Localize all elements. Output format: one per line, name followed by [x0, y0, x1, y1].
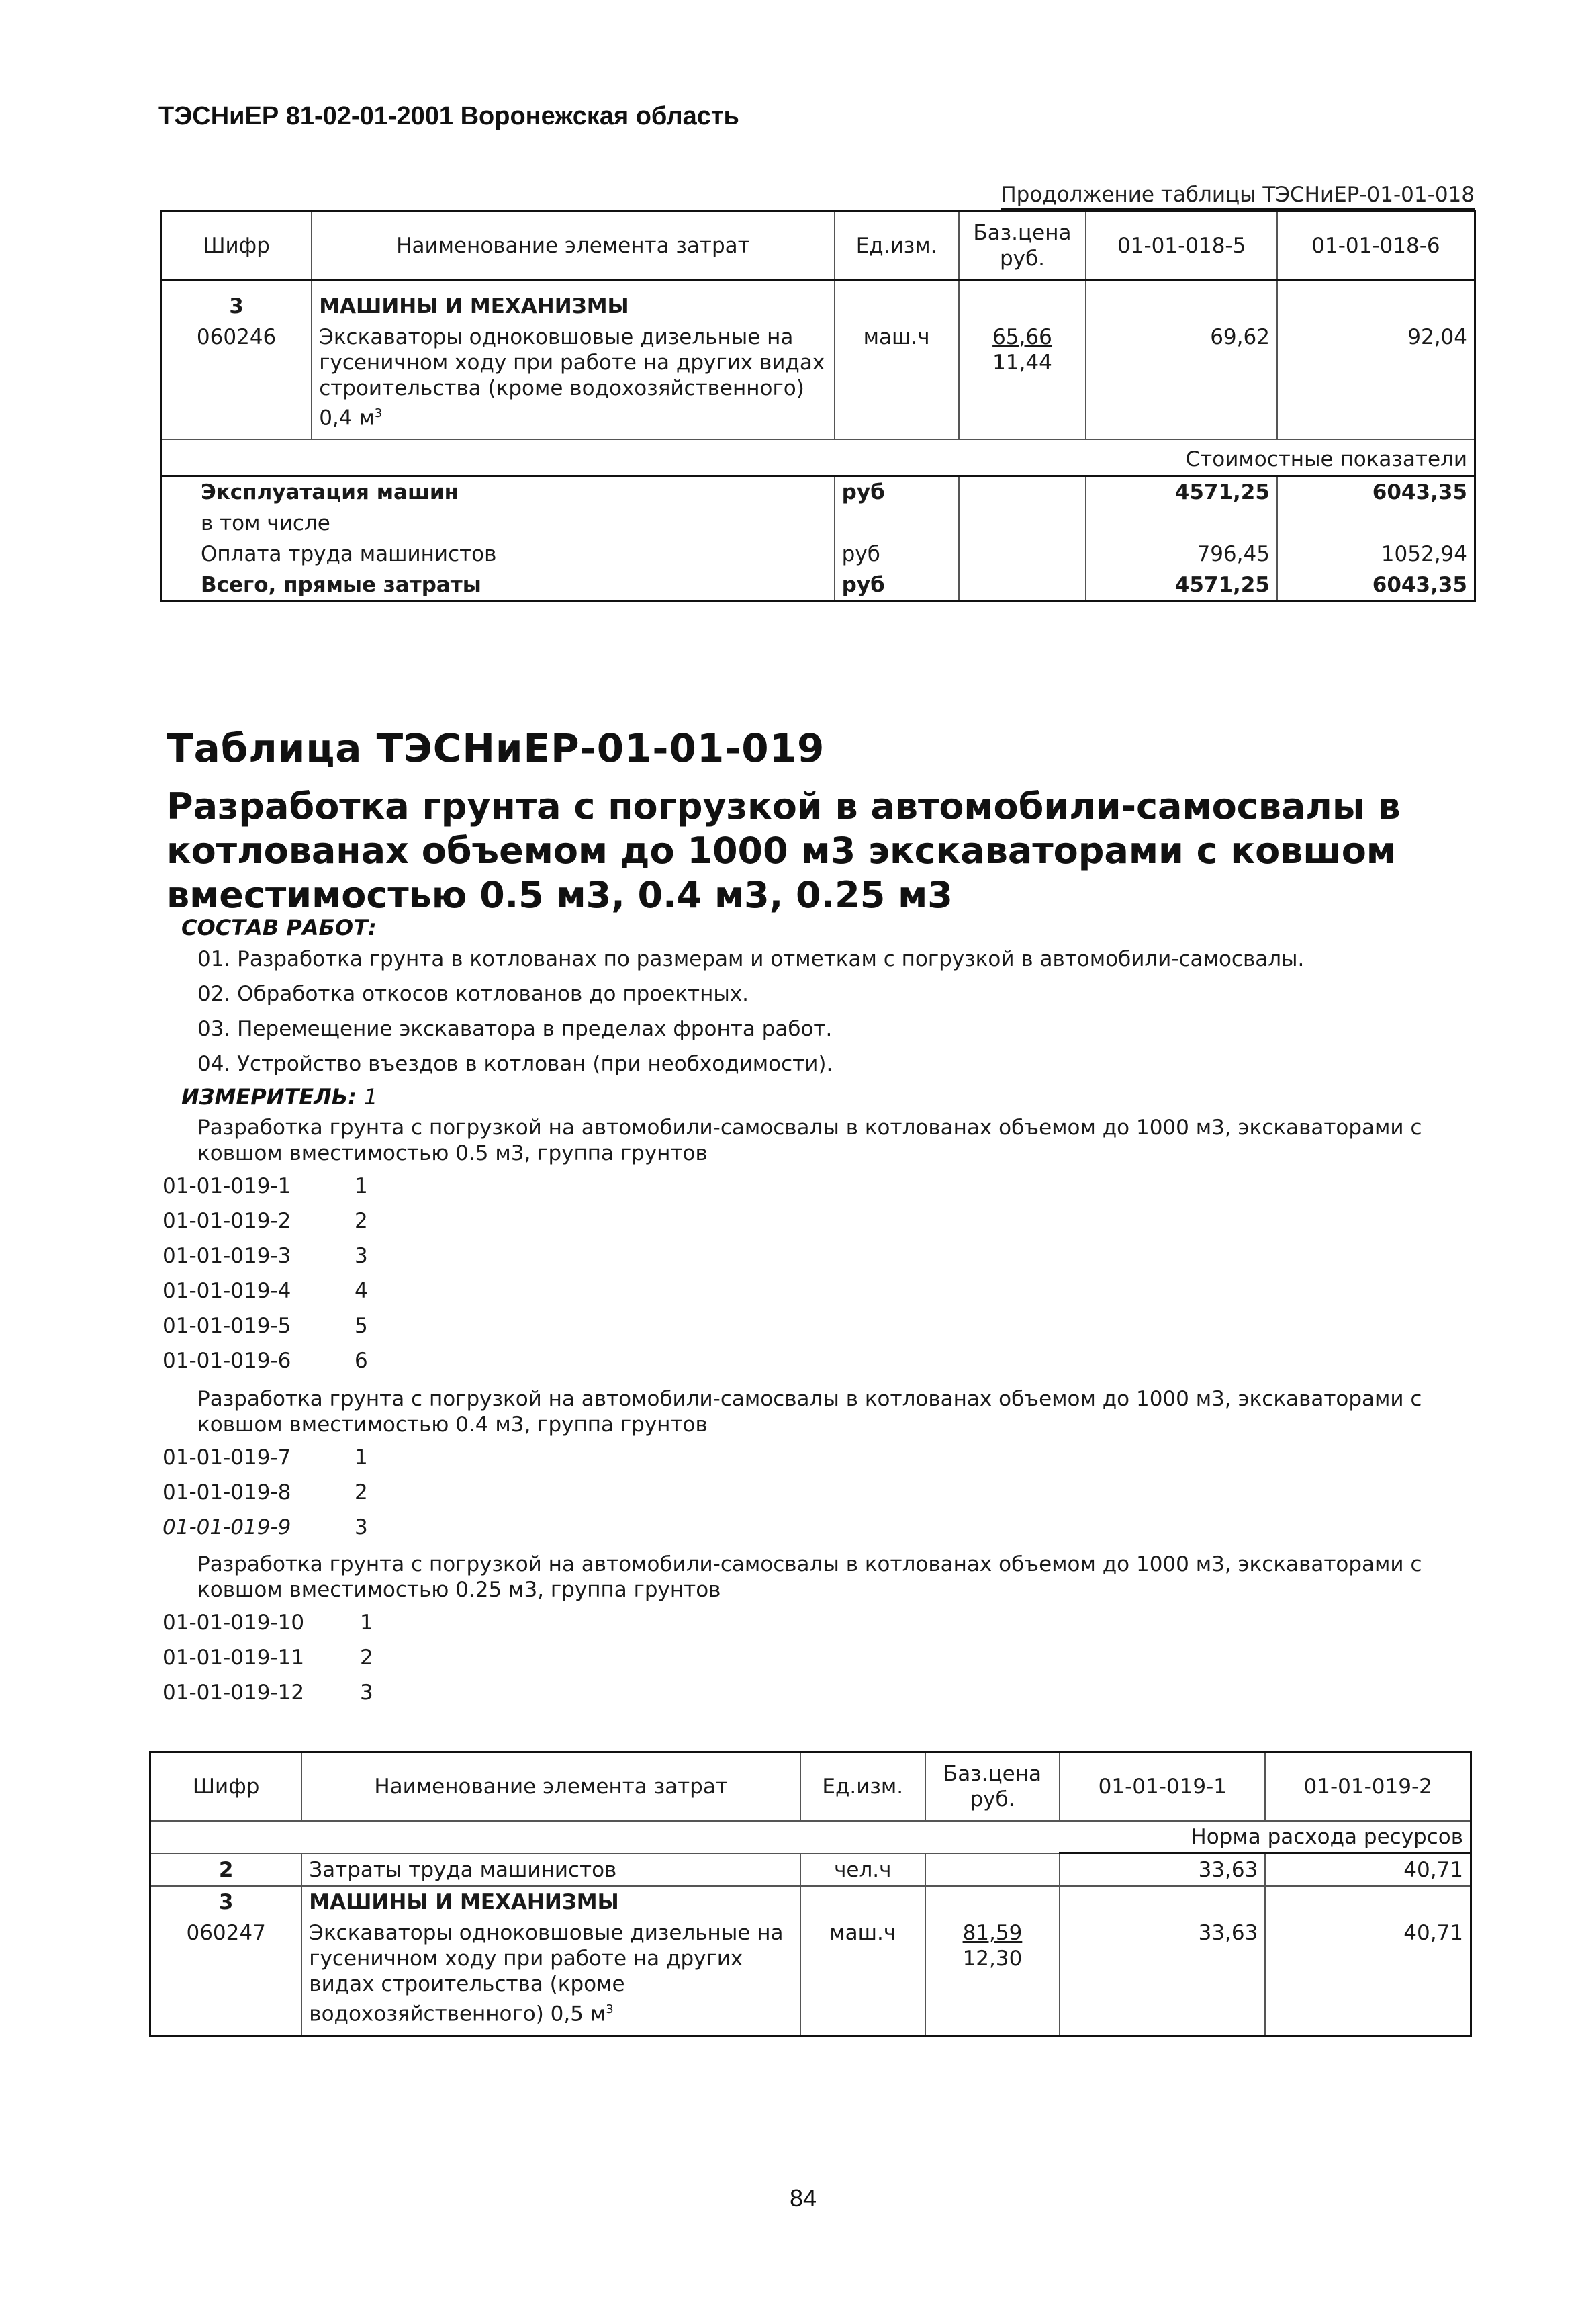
measure-description: Разработка грунта с погрузкой на автомобили-самосвалы в котлованах объемом до 1000 м3, экскаваторами с ковшом вместимостью 0.5 м3, группа грунтов [197, 1116, 1422, 1165]
item-name: Экскаваторы одноковшовые дизельные на гусеничном ходу при работе на других видах строительства (кроме водохозяйственного) 0,4 $м^3$ [312, 322, 834, 439]
table-title: Таблица ТЭСНиЕР-01-01-019 [167, 725, 825, 771]
col-header-c1: 01-01-019-1 [1060, 1752, 1265, 1822]
work-item: 03. Перемещение экскаватора в пределах фронта работ. [197, 1017, 833, 1041]
meter-label: ИЗМЕРИТЕЛЬ: 1 [181, 1084, 378, 1110]
norm-code-row: 01-01-019-9 3 [162, 1515, 368, 1539]
col-header-name: Наименование элемента затрат [312, 212, 834, 281]
cost-row: Эксплуатация машин руб 4571,25 6043,35 [161, 476, 1475, 508]
work-item: 04. Устройство въездов в котлован (при необходимости). [197, 1052, 833, 1076]
col-header-c1: 01-01-018-5 [1086, 212, 1277, 281]
item-price: 81,59 12,30 [925, 1918, 1060, 2036]
section-title: МАШИНЫ И МЕХАНИЗМЫ [301, 1886, 800, 1918]
norm-code-row: 01-01-019-6 6 [162, 1349, 368, 1373]
norm-code-row: 01-01-019-2 2 [162, 1209, 368, 1233]
item-code: 060247 [150, 1918, 302, 2036]
item-value-2: 92,04 [1407, 325, 1467, 349]
item-price: 65,66 11,44 [959, 322, 1086, 439]
table-subtitle: Разработка грунта с погрузкой в автомобили-самосвалы в котлованах объемом до 1000 м3 экскаваторами с ковшом вместимостью 0.5 м3, 0.4 м3, 0.25 м3 [167, 785, 1401, 916]
col-header-code: Шифр [161, 212, 312, 281]
measure-description: Разработка грунта с погрузкой на автомобили-самосвалы в котлованах объемом до 1000 м3, экскаваторами с ковшом вместимостью 0.4 м3, группа грунтов [197, 1387, 1422, 1437]
section-title: МАШИНЫ И МЕХАНИЗМЫ [312, 281, 834, 322]
cost-row: Всего, прямые затраты руб 4571,25 6043,35 [161, 570, 1475, 602]
resource-table-018 [160, 210, 1476, 602]
cost-row: в том числе [161, 508, 1475, 539]
item-value-2: 40,71 [1403, 1921, 1463, 1945]
col-header-c2: 01-01-019-2 [1265, 1752, 1471, 1822]
item-value-1: 33,63 [1060, 1918, 1265, 2036]
norm-code-row: 01-01-019-7 1 [162, 1445, 368, 1470]
norm-code-row: 01-01-019-1 1 [162, 1174, 368, 1198]
item-unit: маш.ч [800, 1918, 925, 2036]
col-header-price: Баз.цена руб. [925, 1752, 1060, 1822]
works-label: СОСТАВ РАБОТ: [181, 915, 377, 940]
work-item: 02. Обработка откосов котлованов до проектных. [197, 982, 749, 1006]
col-header-price: Баз.цена руб. [959, 212, 1086, 281]
item-value-1: 69,62 [1086, 322, 1277, 439]
norm-caption: Норма расхода ресурсов [1060, 1821, 1471, 1854]
section-code: 3 [150, 1886, 302, 1918]
item-code: 060246 [161, 322, 312, 439]
item-unit: маш.ч [835, 322, 959, 439]
col-header-code: Шифр [150, 1752, 302, 1822]
page-header: ТЭСНиЕР 81-02-01-2001 Воронежская область [158, 102, 739, 130]
labor-row: 2 Затраты труда машинистов чел.ч 33,63 40,71 [150, 1854, 1471, 1887]
norm-code-row: 01-01-019-11 2 [162, 1646, 373, 1670]
norm-code-row: 01-01-019-8 2 [162, 1480, 368, 1505]
section-code: 3 [161, 281, 312, 322]
measure-description: Разработка грунта с погрузкой на автомобили-самосвалы в котлованах объемом до 1000 м3, экскаваторами с ковшом вместимостью 0.25 м3, группа грунтов [197, 1552, 1422, 1602]
item-name: Экскаваторы одноковшовые дизельные на гусеничном ходу при работе на других видах строительства (кроме водохозяйственного) 0,5 $м^3$ [301, 1918, 800, 2036]
cost-caption: Стоимостные показатели [1086, 439, 1475, 476]
work-item: 01. Разработка грунта в котлованах по размерам и отметкам с погрузкой в автомобили-самосвалы. [197, 947, 1305, 971]
norm-code-row: 01-01-019-3 3 [162, 1244, 368, 1268]
col-header-c2: 01-01-018-6 [1277, 212, 1475, 281]
resource-table-019 [149, 1751, 1472, 2037]
col-header-unit: Ед.изм. [835, 212, 959, 281]
norm-code-row: 01-01-019-10 1 [162, 1611, 373, 1635]
col-header-name: Наименование элемента затрат [301, 1752, 800, 1822]
cost-row: Оплата труда машинистов руб 796,45 1052,94 [161, 539, 1475, 570]
norm-code-row: 01-01-019-12 3 [162, 1681, 373, 1705]
norm-code-row: 01-01-019-4 4 [162, 1279, 368, 1303]
page-number: 84 [790, 2184, 817, 2212]
table-continuation-caption: Продолжение таблицы ТЭСНиЕР-01-01-018 [1001, 183, 1475, 210]
norm-code-row: 01-01-019-5 5 [162, 1314, 368, 1338]
col-header-unit: Ед.изм. [800, 1752, 925, 1822]
